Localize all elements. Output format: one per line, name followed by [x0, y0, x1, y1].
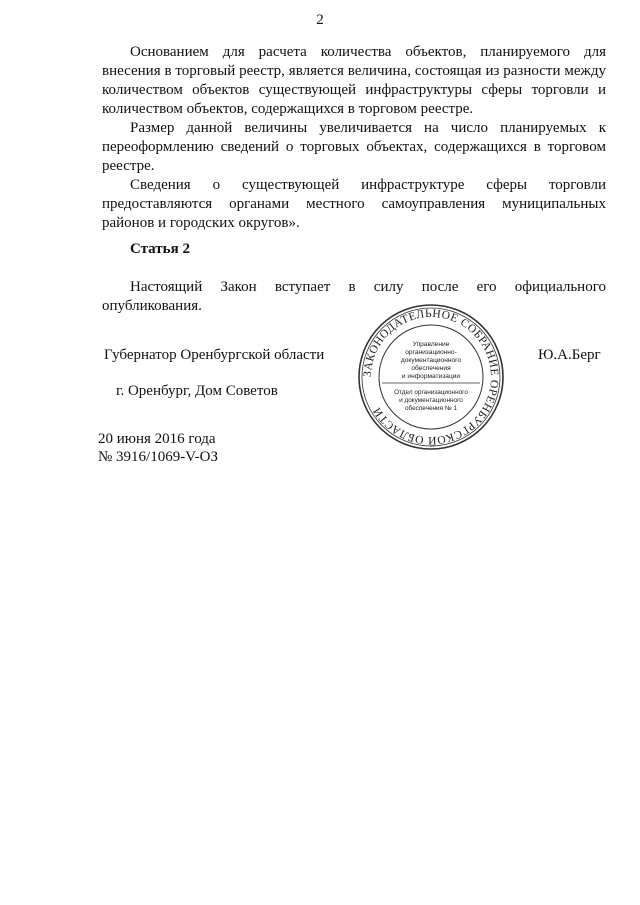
paragraph-size: Размер данной величины увеличивается на число планируемых к переоформлению сведений о торговых объектах, содержащихся в торговом реестре. [102, 120, 606, 174]
article-heading: Статья 2 [130, 241, 190, 257]
paragraph-sources: Сведения о существующей инфраструктуре сферы торговли предоставляются органами местного самоуправления муниципальных районов и городских округов». [102, 177, 606, 231]
document-date: 20 июня 2016 года [98, 431, 216, 447]
signatory-title: Губернатор Оренбургской области [104, 347, 325, 363]
signing-place: г. Оренбург, Дом Советов [116, 383, 278, 399]
seal-inner-line: Управление [412, 341, 450, 348]
seal-dept-line: Отдел организационного [394, 389, 468, 396]
seal-dept-line: обеспечения № 1 [404, 405, 458, 412]
page-number: 2 [316, 12, 324, 28]
seal-inner-line: и информатизации [401, 373, 461, 380]
seal-dept-line: и документационного [399, 397, 463, 404]
article-text: Настоящий Закон вступает в силу после его официального опубликования. [102, 279, 606, 314]
seal-inner-line: организационно- [405, 349, 457, 356]
document-number: № 3916/1069-V-ОЗ [98, 449, 219, 465]
official-seal [356, 302, 506, 452]
paragraph-basis: Основанием для расчета количества объектов, планируемого для внесения в торговый реестр, является величина, состоящая из разности между количеством объектов существующей инфраструктуры сферы торговли и количеством объектов, содержащихся в торговом реестре. [102, 44, 606, 117]
seal-inner-line: обеспечения [411, 365, 451, 372]
seal-inner-line: документационного [400, 357, 462, 364]
signatory-name: Ю.А.Берг [538, 347, 601, 363]
seal-ring-text: ЗАКОНОДАТЕЛЬНОЕ СОБРАНИЕ ОРЕНБУРГСКОЙ ОБЛАСТИ [361, 307, 501, 447]
